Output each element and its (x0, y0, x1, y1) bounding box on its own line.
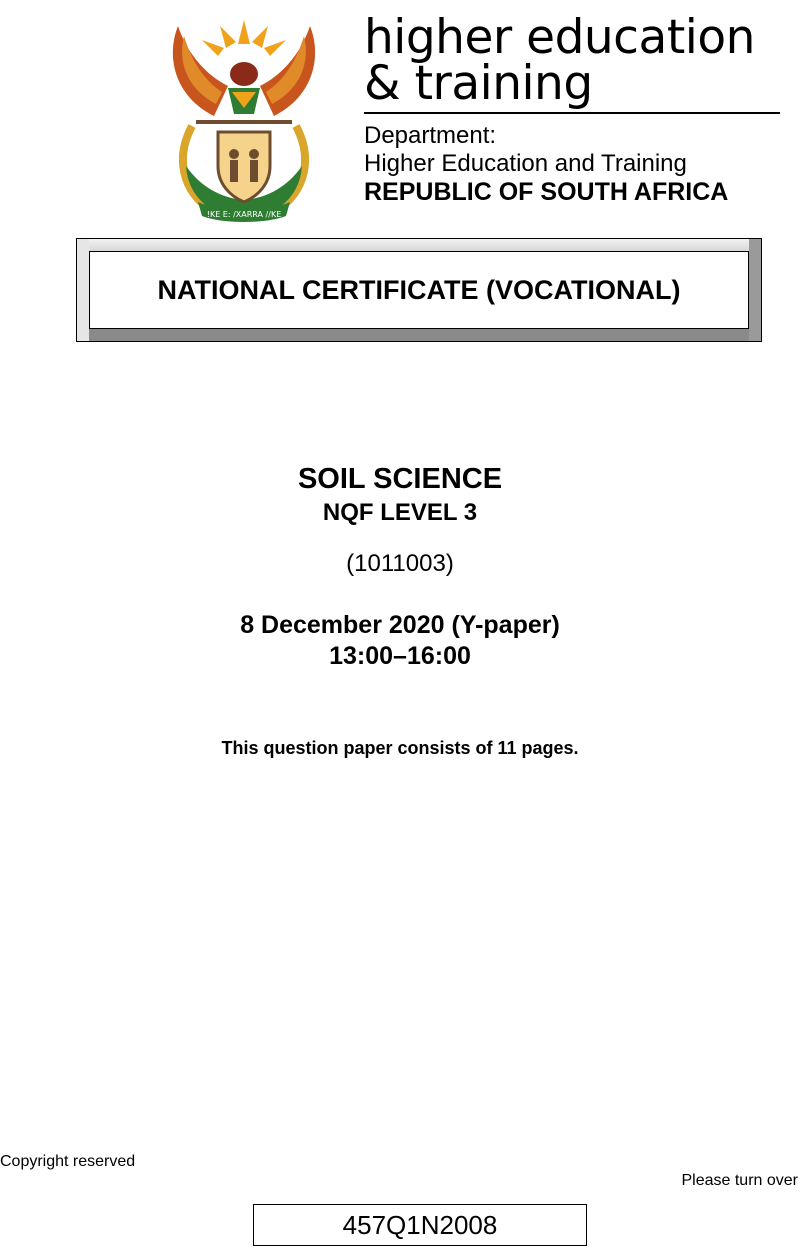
shield (218, 132, 270, 202)
exam-date: 8 December 2020 (Y-paper) (240, 611, 560, 639)
nqf-level: NQF LEVEL 3 (322, 499, 478, 526)
coat-of-arms-logo (158, 16, 330, 226)
subject-title: SOIL SCIENCE (297, 463, 503, 495)
brand-title-line1: higher education (364, 10, 755, 65)
copyright-notice: Copyright reserved (0, 1153, 136, 1170)
department-name: Higher Education and Training (364, 150, 687, 177)
brand-title-line2: & training (364, 56, 593, 111)
certificate-title: NATIONAL CERTIFICATE (VOCATIONAL) (89, 251, 749, 329)
turn-over-note: Please turn over (681, 1172, 798, 1189)
department-label: Department: (364, 122, 497, 149)
paper-code-box: 457Q1N2008 (253, 1204, 587, 1246)
sun-rays (202, 20, 286, 56)
brand-divider (364, 112, 780, 114)
page-count-note: This question paper consists of 11 pages. (221, 738, 579, 758)
certificate-frame (76, 238, 762, 342)
subject-code: (1011003) (346, 550, 454, 577)
country-name: REPUBLIC OF SOUTH AFRICA (364, 178, 729, 206)
logo-motto: !KE E: /XARRA //KE (206, 210, 282, 219)
exam-time: 13:00–16:00 (329, 642, 471, 670)
